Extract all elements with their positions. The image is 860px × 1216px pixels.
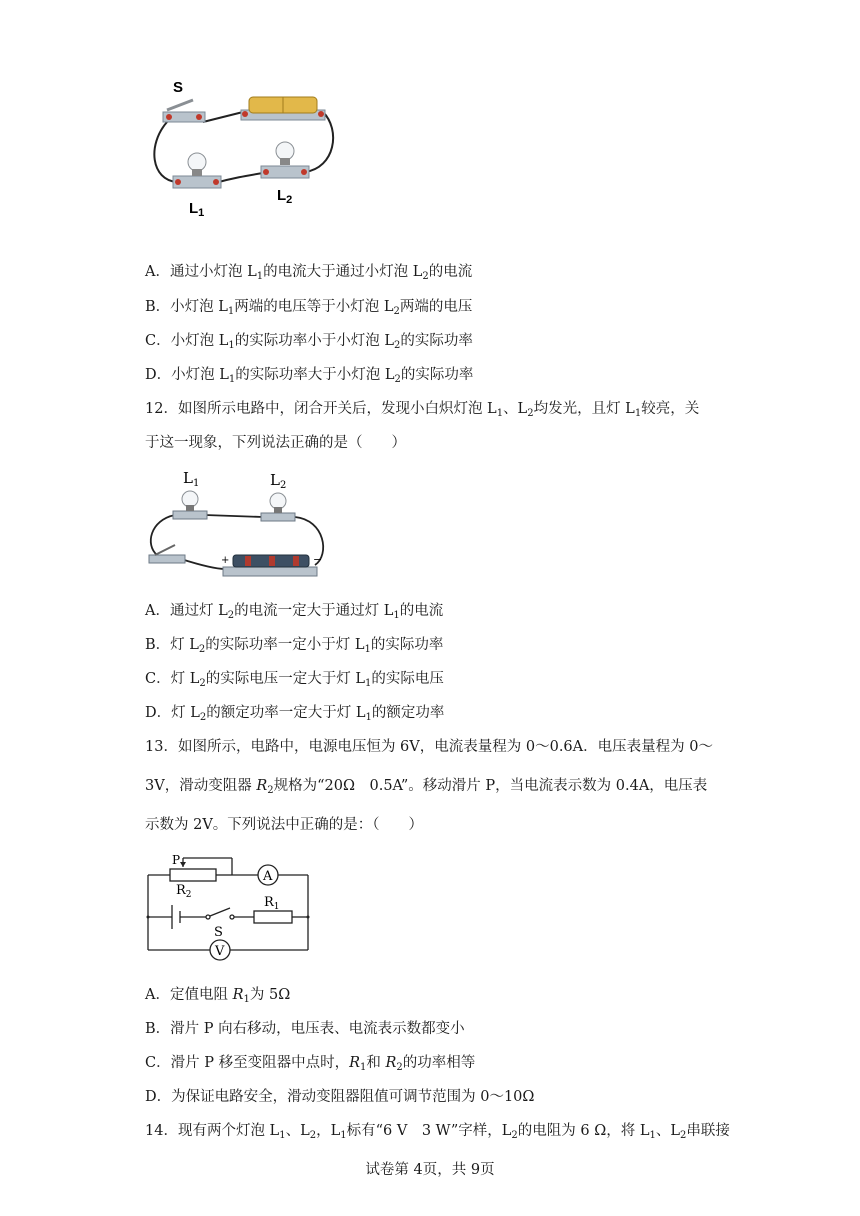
q12-stem-line1: 12．如图所示电路中，闭合开关后，发现小白炽灯泡 $L_1$、$L_2$均发光，且灯 $L_1$较亮，关 <box>145 401 700 419</box>
q13-option-a: A．定值电阻 $R_1$为 5Ω <box>145 987 291 1005</box>
q14-stem-line1: 14．现有两个灯泡 $L_1$、$L_2$，$L_1$标有“6 V 3 W”字样，$L_2$的电阻为 6 Ω，将 $L_1$、$L_2$串联接 <box>145 1123 730 1141</box>
switch-s-label: S <box>214 925 223 940</box>
q12-option-c: C．灯 $L_2$的实际电压一定大于灯 $L_1$的实际电压 <box>145 671 444 689</box>
circuit-figure-q11 <box>145 50 345 220</box>
lamp2-label-fig2: $L_2$ <box>270 471 287 491</box>
q13-stem-line3: 示数为 2V。下列说法中正确的是：（ ） <box>145 817 424 833</box>
page-footer: 试卷第 4页，共 9页 <box>365 1162 495 1178</box>
lamp1-label-fig1: $L_1$ <box>189 200 205 219</box>
battery-minus-sign: − <box>313 553 323 566</box>
q12-option-a: A．通过灯 $L_2$的电流一定大于通过灯 $L_1$的电流 <box>145 603 444 621</box>
q13-stem-line2: 3V，滑动变阻器 $R_2$规格为“20Ω 0.5A”。移动滑片 P，当电流表示数为 0.4A，电压表 <box>145 778 708 796</box>
circuit-figure-q13 <box>140 850 320 975</box>
q11-option-d: D．小灯泡 $L_1$的实际功率大于小灯泡 $L_2$的实际功率 <box>145 367 474 385</box>
q12-option-b: B．灯 $L_2$的实际功率一定小于灯 $L_1$的实际功率 <box>145 637 444 655</box>
switch-label: S <box>173 79 184 96</box>
lamp1-label-fig2: $L_1$ <box>183 469 200 489</box>
q13-option-d: D．为保证电路安全，滑动变阻器阻值可调节范围为 0～10Ω <box>145 1089 535 1105</box>
q11-option-a: A．通过小灯泡 $L_1$的电流大于通过小灯泡 $L_2$的电流 <box>145 264 473 282</box>
q13-option-b: B．滑片 P 向右移动，电压表、电流表示数都变小 <box>145 1021 465 1037</box>
q12-stem-line2: 于这一现象，下列说法正确的是（ ） <box>145 435 406 451</box>
lamp2-label-fig1: $L_2$ <box>277 187 293 206</box>
ammeter-symbol: A <box>263 869 273 884</box>
circuit-figure-q12 <box>145 465 335 580</box>
r2-label: $R_2$ <box>176 883 192 900</box>
voltmeter-symbol: V <box>215 944 225 959</box>
q13-stem-line1: 13．如图所示，电路中，电源电压恒为 6V，电流表量程为 0～0.6A．电压表量程为 0～ <box>145 739 713 755</box>
battery-plus-sign: + <box>221 555 230 566</box>
q13-option-c: C．滑片 P 移至变阻器中点时，$R_1$和 $R_2$的功率相等 <box>145 1055 476 1073</box>
q11-option-c: C．小灯泡 $L_1$的实际功率小于小灯泡 $L_2$的实际功率 <box>145 333 473 351</box>
q11-option-b: B．小灯泡 $L_1$两端的电压等于小灯泡 $L_2$两端的电压 <box>145 299 473 317</box>
slider-p-label: P <box>172 853 181 867</box>
q12-option-d: D．灯 $L_2$的额定功率一定大于灯 $L_1$的额定功率 <box>145 705 445 723</box>
r1-label: $R_1$ <box>264 895 280 912</box>
